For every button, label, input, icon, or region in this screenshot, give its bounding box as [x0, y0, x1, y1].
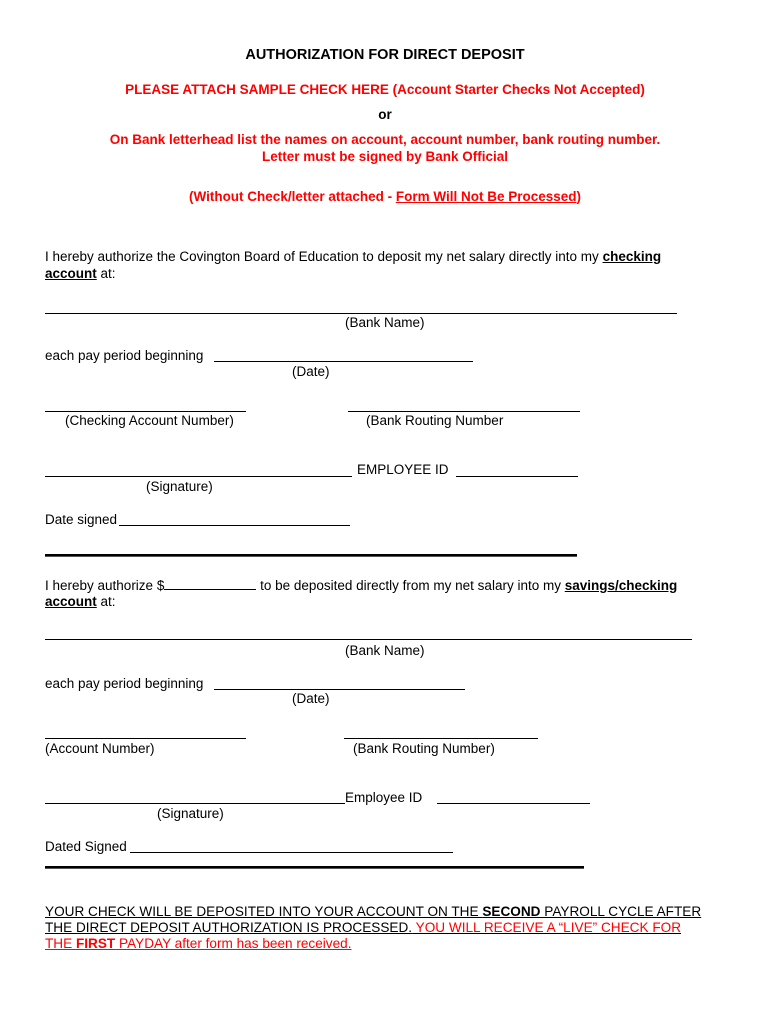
checking-account-number-line[interactable]: [45, 411, 246, 412]
checking-account-number-label: (Checking Account Number): [65, 413, 234, 428]
footer-line2-black: THE DIRECT DEPOSIT AUTHORIZATION IS PROCESSED.: [45, 920, 413, 935]
authorize-mid: to be deposited directly from my net salary into my: [256, 578, 565, 593]
date-label: (Date): [292, 364, 330, 379]
warning-suffix: ): [576, 189, 582, 204]
signature-label: (Signature): [146, 479, 213, 494]
checking-word: checking: [602, 249, 662, 264]
savings-checking-word: savings/checking: [564, 578, 678, 593]
account-word: account: [45, 594, 97, 609]
attach-check-instruction: PLEASE ATTACH SAMPLE CHECK HERE (Account Starter Checks Not Accepted): [125, 82, 645, 97]
at-text: at:: [96, 266, 116, 281]
employee-id-line[interactable]: [456, 476, 578, 477]
warning-emphasis: Form Will Not Be Processed: [395, 189, 577, 204]
signature-label: (Signature): [157, 806, 224, 821]
section2-authorization-line2: [45, 594, 116, 609]
routing-number-line[interactable]: [348, 411, 580, 412]
account-number-line[interactable]: [45, 738, 246, 739]
account-number-label: (Account Number): [45, 741, 155, 756]
date-signed-label: Date signed: [45, 512, 118, 527]
footer-notice-line3: [45, 936, 352, 951]
pay-period-label: each pay period beginning: [45, 676, 204, 691]
footer-line1-prefix: YOUR CHECK WILL BE DEPOSITED INTO YOUR ACCOUNT ON THE: [45, 904, 483, 919]
second-word: SECOND: [482, 904, 541, 919]
section1-authorization-line2: [45, 266, 116, 281]
account-word: account: [45, 266, 97, 281]
bank-name-label: (Bank Name): [345, 315, 425, 330]
footer-line3-suffix: PAYDAY after form has been received.: [115, 936, 352, 951]
date-label: (Date): [292, 691, 330, 706]
authorize-text: I hereby authorize the Covington Board of Education to deposit my net salary directly into my: [45, 249, 603, 264]
section2-authorization-line1: [45, 577, 677, 593]
routing-number-label: (Bank Routing Number): [353, 741, 495, 756]
bank-name-label: (Bank Name): [345, 643, 425, 658]
employee-id-line[interactable]: [437, 803, 590, 804]
employee-id-label: EMPLOYEE ID: [357, 462, 449, 477]
footer-notice-line1: [45, 904, 701, 919]
first-word: FIRST: [75, 936, 116, 951]
processing-warning: [0, 189, 770, 204]
routing-number-line[interactable]: [344, 738, 538, 739]
or-text: or: [378, 107, 392, 122]
at-text: at:: [96, 594, 116, 609]
letterhead-instruction-line1: On Bank letterhead list the names on account, account number, bank routing number.: [109, 132, 661, 147]
footer-line3-prefix: THE: [45, 936, 76, 951]
section-divider: [45, 554, 577, 557]
footer-line1-suffix: PAYROLL CYCLE AFTER: [540, 904, 702, 919]
pay-period-date-line[interactable]: [214, 689, 465, 690]
section1-authorization-line1: [45, 249, 661, 264]
authorize-prefix: I hereby authorize $: [45, 578, 165, 593]
signature-line[interactable]: [45, 803, 345, 804]
pay-period-label: each pay period beginning: [45, 348, 204, 363]
footer-line2-red: YOU WILL RECEIVE A “LIVE” CHECK FOR: [412, 920, 682, 935]
dated-signed-line[interactable]: [130, 852, 453, 853]
routing-number-label: (Bank Routing Number: [366, 413, 504, 428]
pay-period-date-line[interactable]: [214, 361, 473, 362]
bank-name-line[interactable]: [45, 639, 692, 640]
footer-notice-line2: [45, 920, 681, 935]
date-signed-line[interactable]: [119, 525, 350, 526]
dated-signed-label: Dated Signed: [45, 839, 127, 854]
signature-line[interactable]: [45, 476, 352, 477]
section-divider: [45, 866, 584, 869]
bank-name-line[interactable]: [45, 313, 677, 314]
amount-line[interactable]: [164, 577, 256, 590]
page-title: AUTHORIZATION FOR DIRECT DEPOSIT: [245, 47, 525, 63]
employee-id-label: Employee ID: [345, 790, 423, 805]
letterhead-instruction-line2: Letter must be signed by Bank Official: [261, 149, 509, 164]
warning-prefix: (Without Check/letter attached -: [188, 189, 396, 204]
